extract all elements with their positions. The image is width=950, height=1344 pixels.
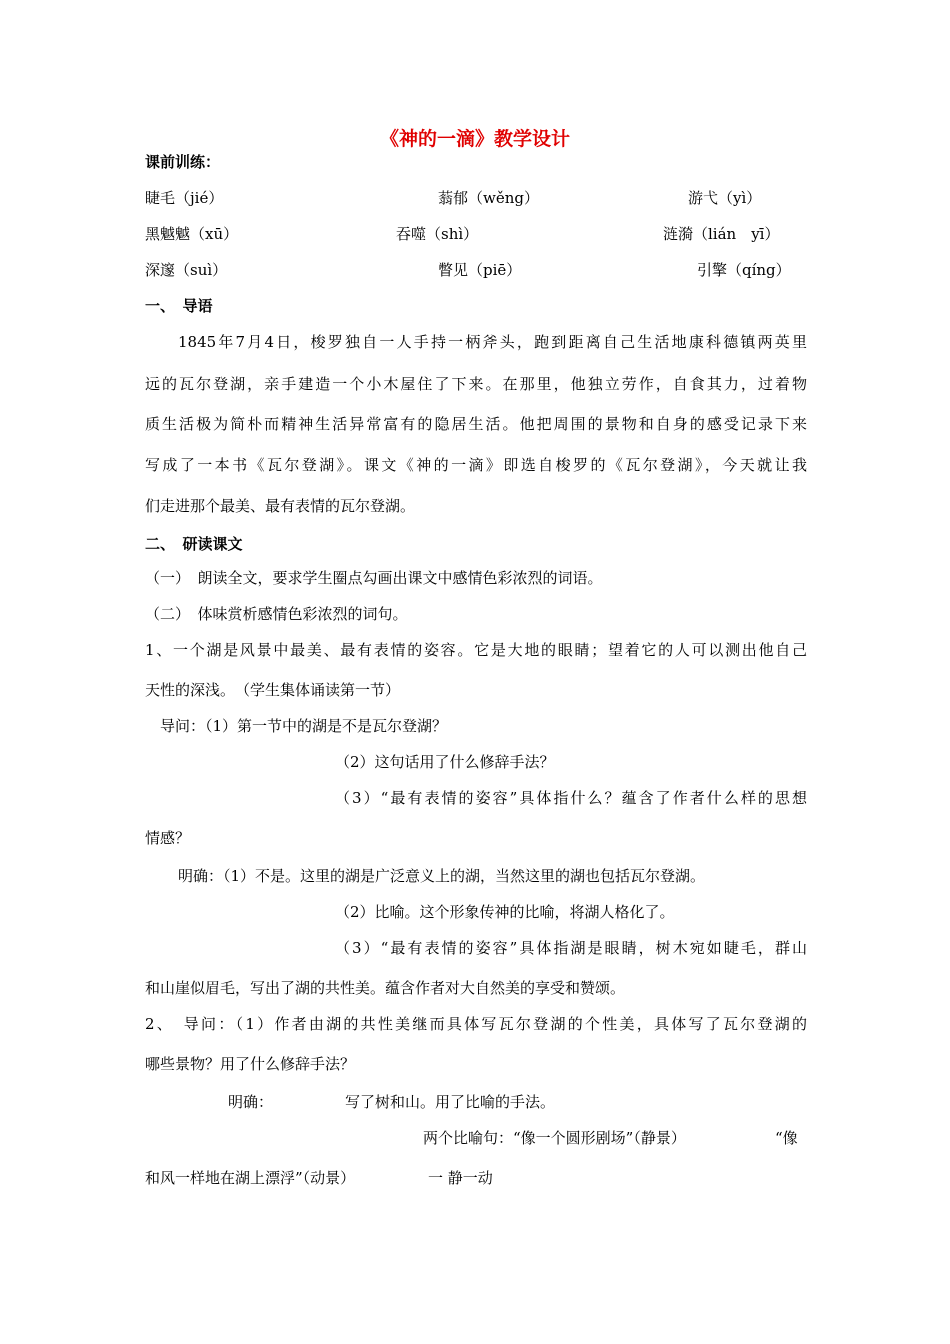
paragraph-line: “像 (775, 1129, 798, 1147)
paragraph-line: 哪些景物？用了什么修辞手法？ (145, 1055, 356, 1073)
paragraph-line: （2）比喻。这个形象传神的比喻，将湖人格化了。 (335, 903, 675, 921)
section-heading-study: 二、 研读课文 (145, 535, 243, 553)
paragraph-line: （3）“最有表情的姿容”具体指什么？蕴含了作者什么样的思想 (335, 789, 807, 807)
paragraph-line: 明确： (228, 1093, 274, 1111)
paragraph-line: 质生活极为简朴而精神生活异常富有的隐居生活。他把周围的景物和自身的感受记录下来 (145, 415, 807, 433)
paragraph-line: 导问：（1）第一节中的湖是不是瓦尔登湖？ (160, 717, 448, 735)
vocab-item: 黑魆魆（xū） (145, 225, 239, 243)
paragraph-line: 写成了一本书《瓦尔登湖》。课文《神的一滴》即选自梭罗的《瓦尔登湖》，今天就让我 (145, 456, 807, 474)
paragraph-line: 两个比喻句：“像一个圆形剧场”（静景） (423, 1129, 686, 1147)
paragraph-line: 天性的深浅。 （学生集体诵读第一节） (145, 681, 401, 699)
vocab-item: 蓊郁（wěng） (438, 189, 539, 207)
paragraph-line: （3）“最有表情的姿容”具体指湖是眼睛，树木宛如睫毛，群山 (335, 939, 807, 957)
paragraph-line: （二） 体味赏析感情色彩浓烈的词句。 (145, 605, 408, 623)
vocab-item: 游弋（yì） (688, 189, 762, 207)
vocab-item: 深邃（suì） (145, 261, 228, 279)
paragraph-line: 写了树和山。用了比喻的手法。 (345, 1093, 556, 1111)
page-title: 《神的一滴》教学设计 (379, 128, 570, 150)
paragraph-line: 2、 导问：（1）作者由湖的共性美继而具体写瓦尔登湖的个性美，具体写了瓦尔登湖的 (145, 1015, 807, 1033)
paragraph-line: 情感？ (145, 829, 191, 847)
paragraph-line: 远的瓦尔登湖，亲手建造一个小木屋住了下来。在那里，他独立劳作，自食其力，过着物 (145, 375, 807, 393)
vocab-item: 吞噬（shì） (396, 225, 479, 243)
paragraph-line: 明确：（1）不是。这里的湖是广泛意义上的湖，当然这里的湖也包括瓦尔登湖。 (178, 867, 706, 885)
vocab-item: 引擎（qíng） (697, 261, 791, 279)
pretraining-heading: 课前训练： (145, 153, 221, 171)
vocab-item: 涟漪（lián yī） (663, 225, 780, 243)
paragraph-line: 1845年7月4日，梭罗独自一人手持一柄斧头，跑到距离自己生活地康科德镇两英里 (178, 333, 807, 351)
paragraph-line: 和山崖似眉毛，写出了湖的共性美。蕴含作者对大自然美的享受和赞颂。 (145, 979, 626, 997)
paragraph-line: 一 静一动 (428, 1169, 493, 1187)
paragraph-line: 1、一个湖是风景中最美、最有表情的姿容。它是大地的眼睛；望着它的人可以测出他自己 (145, 641, 807, 659)
section-heading-intro: 一、 导语 (145, 297, 213, 315)
paragraph-line: 和风一样地在湖上漂浮”（动景） (145, 1169, 356, 1187)
paragraph-line: （一） 朗读全文，要求学生圈点勾画出课文中感情色彩浓烈的词语。 (145, 569, 603, 587)
vocab-item: 睫毛（jié） (145, 189, 224, 207)
paragraph-line: 们走进那个最美、最有表情的瓦尔登湖。 (145, 497, 416, 515)
vocab-item: 瞥见（piē） (438, 261, 522, 279)
paragraph-line: （2）这句话用了什么修辞手法？ (335, 753, 555, 771)
